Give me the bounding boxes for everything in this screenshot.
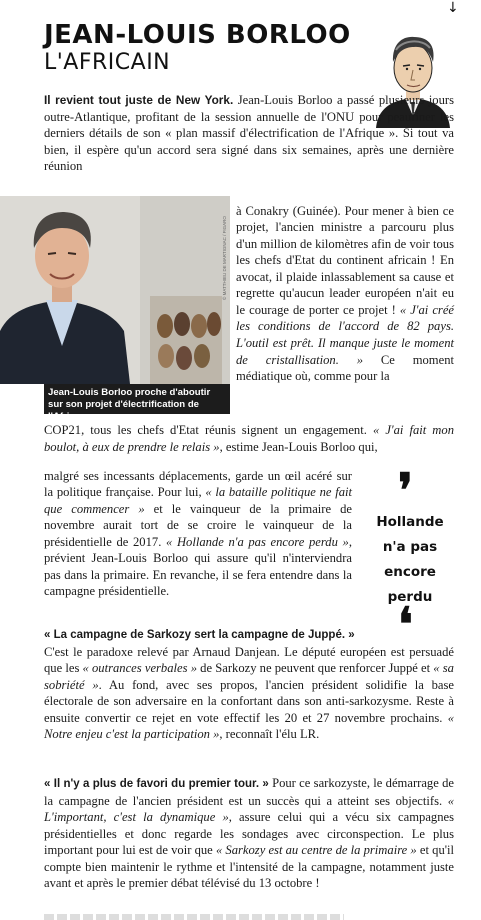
narrow-text-c: , prévient Jean-Louis Borloo qui assure qu'il n'interviendra pas dans la primaire. En revanche, il se fera entendre dans la campagne présidentielle. <box>44 534 352 599</box>
favori-text-c: et qu'il compte bien maintenir le rythme et l'intensité de la campagne, notamment juste avant et après le premier débat télévisé du 13 octobre ! <box>44 843 455 891</box>
lead-paragraph <box>44 92 454 175</box>
pull-quote <box>360 510 460 610</box>
juppe-text-d: , reconnaît l'élu LR. <box>219 727 320 742</box>
favori-quote-2: « Sarkozy est au centre de la primaire » <box>215 843 417 858</box>
section-heading-favori: « Il n'y a plus de favori du premier tour. » <box>44 778 269 790</box>
pull-quote-line: encore <box>384 564 436 580</box>
narrow-text-a: malgré ses incessants déplacements, garde un œil acéré sur la politique française. Pour lui, <box>44 468 352 500</box>
narrow-quote-1: « la bataille politique ne fait que commencer » <box>44 485 353 516</box>
borloo-photo-image <box>0 196 230 384</box>
favori-quote-1: « L'important, c'est la dynamique » <box>44 793 454 825</box>
pull-quote-line: perdu <box>387 589 433 605</box>
pull-quote-line: n'a pas <box>382 539 438 555</box>
right-text-b: Ce moment médiatique où, comme pour la <box>236 352 454 384</box>
juppe-quote-3: « Notre enjeu c'est la participation » <box>44 710 454 742</box>
narrow-quote-2: « Hollande n'a pas encore perdu » <box>166 534 349 549</box>
open-quote-icon: ❜ <box>398 463 413 517</box>
juppe-section <box>44 627 454 743</box>
article-title: JEAN-LOUIS BORLOO <box>44 20 351 50</box>
juppe-quote-1: « outrances verbales » <box>82 661 197 676</box>
cop21-quote: « J'ai fait mon boulot, à eux de prendre le relais » <box>44 423 454 454</box>
article-subtitle: L'AFRICAIN <box>44 50 171 75</box>
cop21-paragraph <box>44 422 454 455</box>
pull-quote-line: Hollande <box>376 514 444 530</box>
juppe-text-b: de Sarkozy ne peuvent que renforcer Juppé et <box>197 661 434 676</box>
page-footer-strip <box>44 914 344 920</box>
lead-text: Jean-Louis Borloo a passé plusieurs jours outre-Atlantique, profitant de la session annuelle de l'ONU pour peaufiner les derniers détails de son « plan massif d'électrification de l'Afrique ». Si tout va bien, il espère qu'un accord sera signé dans six semaines, après une dernière réunion <box>44 93 454 174</box>
favori-text-a: Pour ce sarkozyste, le démarrage de la campagne de l'ancien président est un succès qui a atteint ses objectifs. <box>44 776 454 808</box>
down-arrow-icon: ↓ <box>447 0 459 16</box>
cop21-text-b: , estime Jean-Louis Borloo qui, <box>219 439 378 454</box>
section-heading-juppe: « La campagne de Sarkozy sert la campagne de Juppé. » <box>44 629 355 641</box>
favori-section <box>44 775 454 892</box>
narrow-column-text <box>44 455 352 613</box>
right-quote: « J'ai créé les conditions de l'accord de 82 pays. L'outil est prêt. Il manque juste le moment de cristallisation. » <box>236 302 455 367</box>
favori-text-b: , assure celui qui a vécu six campagnes présidentielles et donc regarde les sondages avec circonspection. Le plus important pour lui est de voir que <box>44 810 454 858</box>
cop21-text: COP21, tous les chefs d'Etat réunis signent un engagement. <box>44 423 373 437</box>
juppe-text-a: C'est le paradoxe relevé par Arnaud Danjean. Le député européen est persuadé que les <box>44 644 454 676</box>
juppe-quote-2: « sa sobriété » <box>44 661 454 692</box>
photo-caption: Jean-Louis Borloo proche d'aboutir sur son projet d'électrification de l'Afrique. <box>44 384 230 414</box>
close-quote-icon: ❛ <box>398 597 413 651</box>
photo-credit: © MATTHIEU DE MARTIGNAC / FIGARO <box>222 216 227 300</box>
right-column-text <box>236 190 454 397</box>
lead-intro: Il revient tout juste de New York. <box>44 93 234 107</box>
juppe-text-c: . Au fond, avec ses propos, l'ancien président solidifie la base électorale de son adversaire en la confortant dans son anti-sarkozysme. Reste à ensuite convertir ce rejet en vote effectif les 20 et 27 novembre prochains. <box>44 677 454 725</box>
narrow-text-b: et le vainqueur de la primaire de novembre aurait tort de se croire le vainqueur de la présidentielle de 2017. <box>44 501 353 549</box>
right-text-a: à Conakry (Guinée). Pour mener à bien ce projet, l'ancien ministre a parcouru plus d'un million de kilomètres afin de voir tous les chefs d'Etat du continent africain ! En avocat, il plaide inlassablement sa cause et regrette qu'aucun leader européen n'ait eu le courage de porter ce projet ! <box>236 203 454 317</box>
